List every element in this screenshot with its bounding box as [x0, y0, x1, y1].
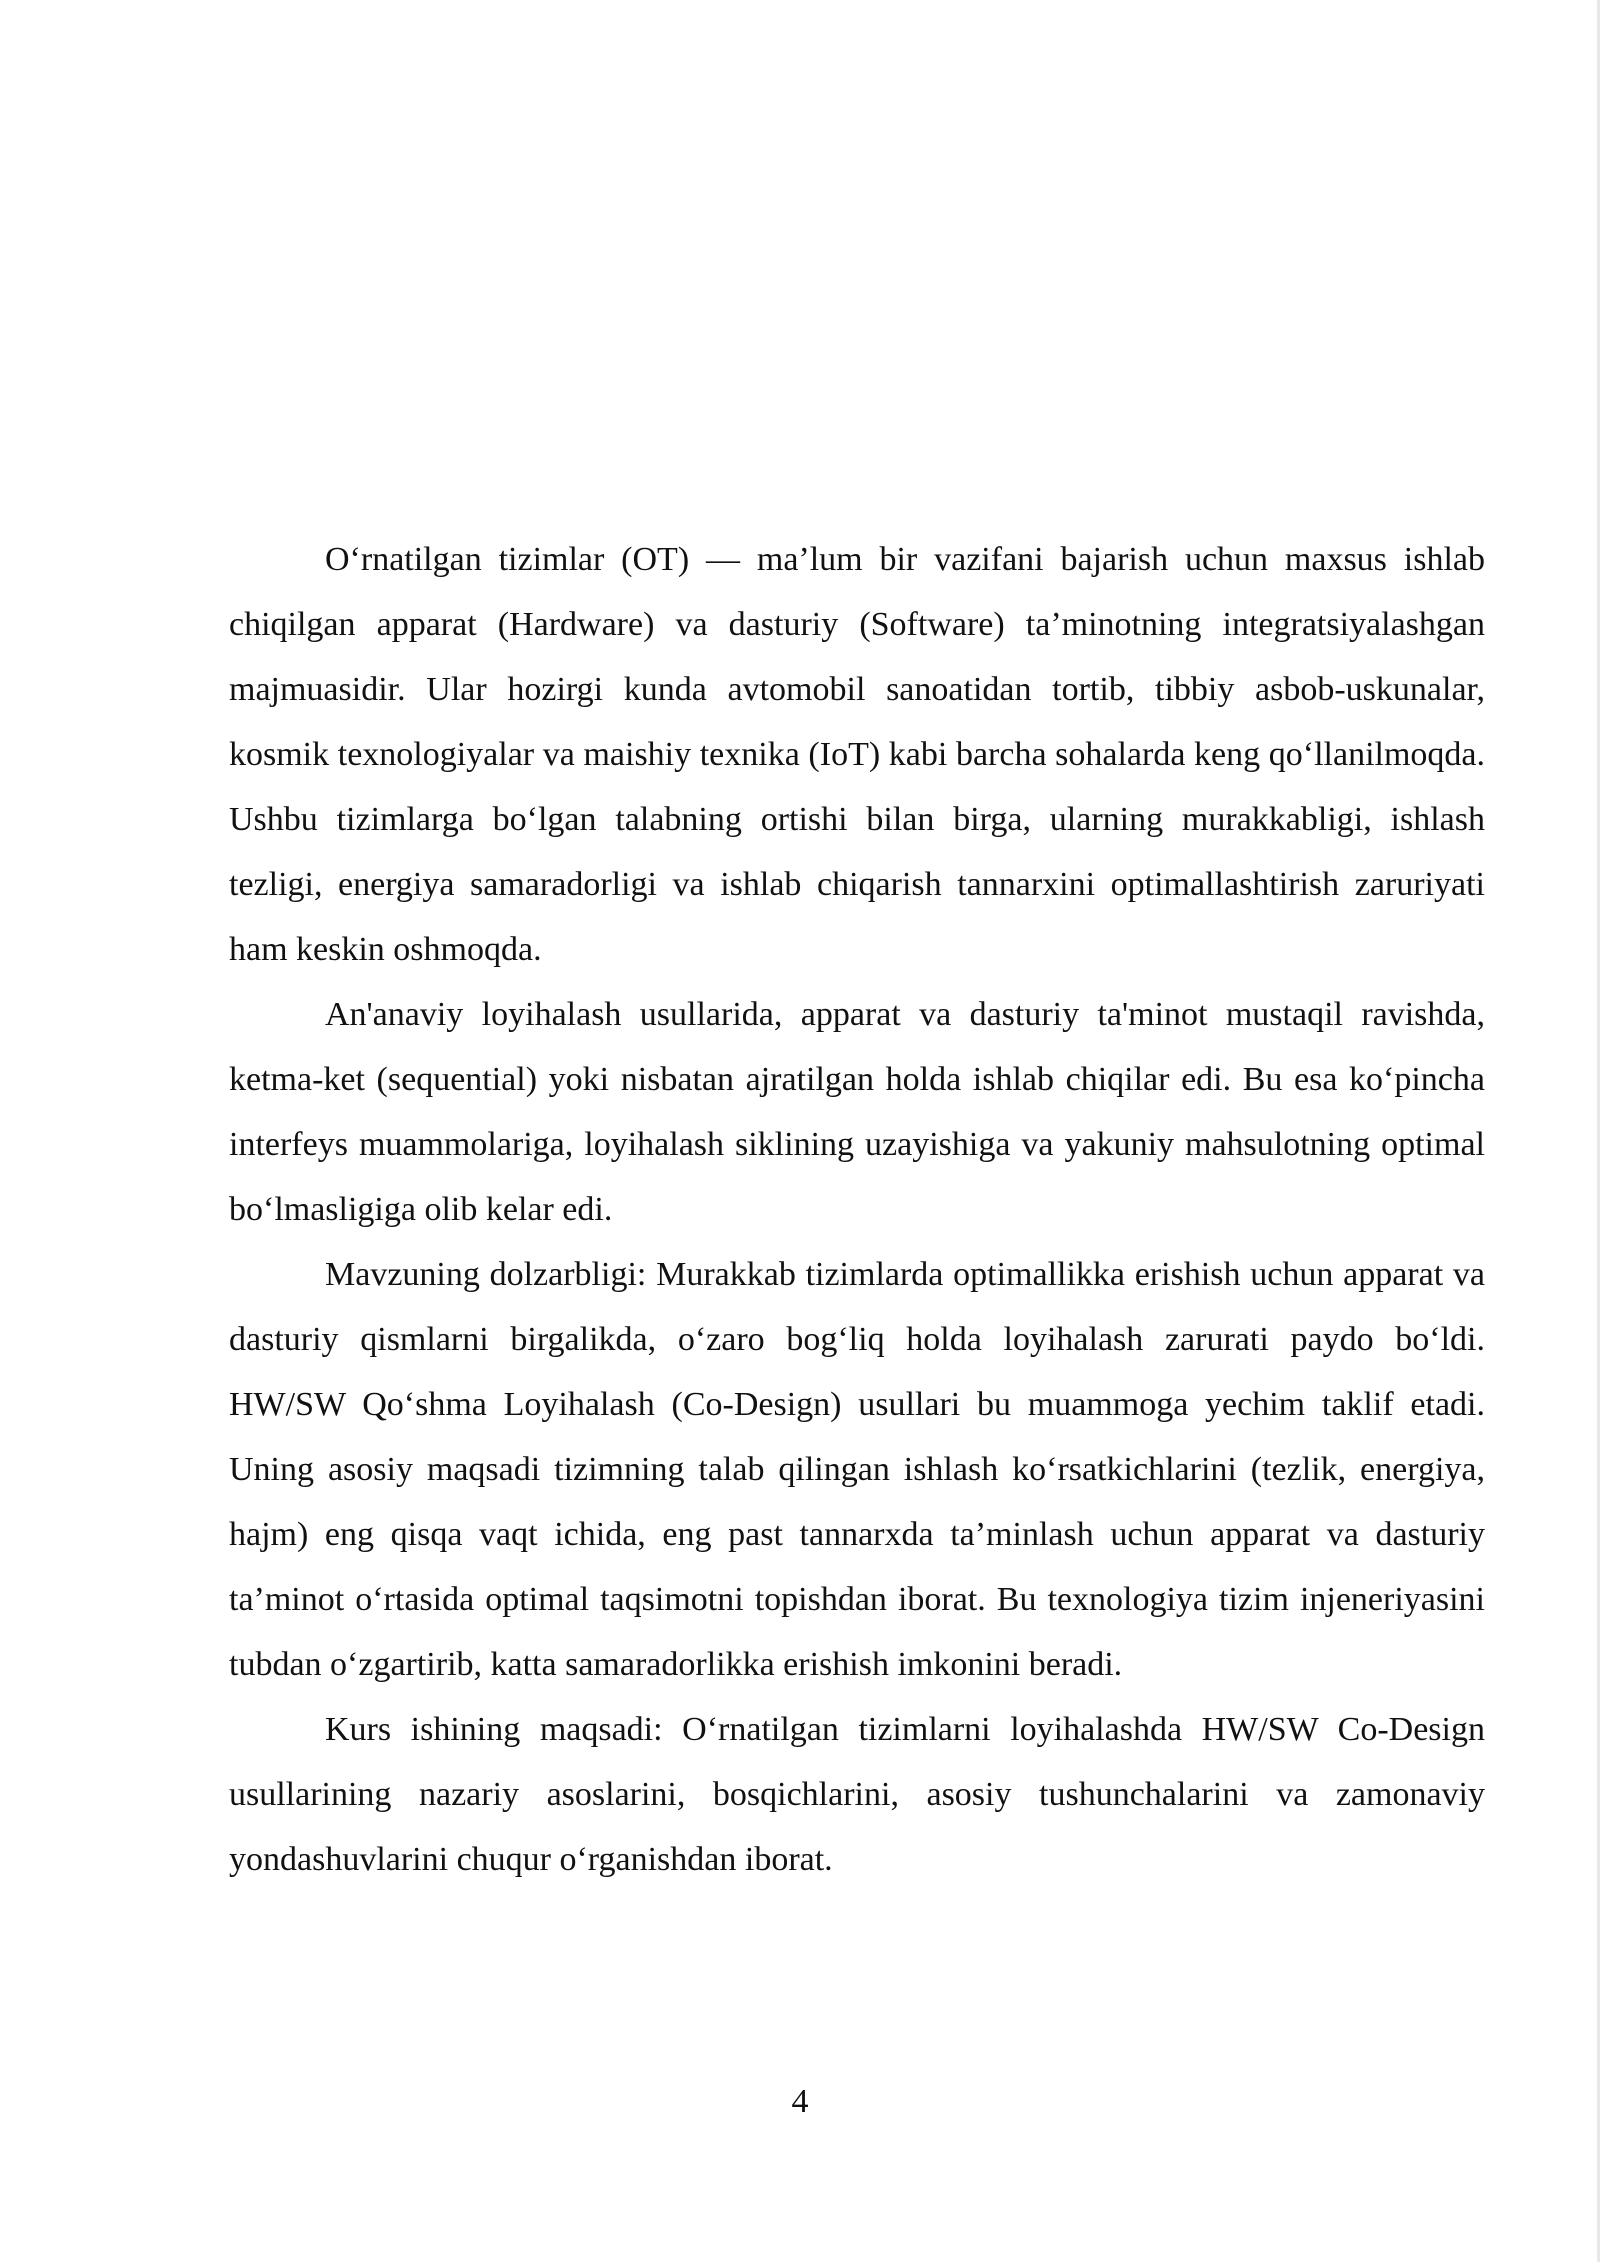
paragraph-traditional-design: An'anaviy loyihalash usullarida, apparat va dasturiy ta'minot mustaqil ravishda, ketma-ket (sequential) yoki nisbatan ajratilgan holda ishlab chiqilar edi. Bu esa ko‘pincha interfeys muammolariga, loyihalash siklining uzayishiga va yakuniy mahsulotning optimal bo‘lmasligiga olib kelar edi. — [229, 996, 1485, 1228]
body-text — [229, 527, 1485, 1892]
paragraph-topic-relevance: Mavzuning dolzarbligi: Murakkab tizimlarda optimallikka erishish uchun apparat va dasturiy qismlarni birgalikda, o‘zaro bog‘liq holda loyihalash zarurati paydo bo‘ldi. HW/SW Qo‘shma Loyihalash (Co-Design) usullari bu muammoga yechim taklif etadi. Uning asosiy maqsadi tizimning talab qilingan ishlash ko‘rsatkichlarini (tezlik, energiya, hajm) eng qisqa vaqt ichida, eng past tannarxda ta’minlash uchun apparat va dasturiy ta’minot o‘rtasida optimal taqsimotni topishdan iborat. Bu texnologiya tizim injeneriyasini tubdan o‘zgartirib, katta samaradorlikka erishish imkonini beradi. — [229, 1256, 1485, 1683]
paragraph-introduction: O‘rnatilgan tizimlar (OT) — ma’lum bir vazifani bajarish uchun maxsus ishlab chiqilgan apparat (Hardware) va dasturiy (Software) ta’minotning integratsiyalashgan majmuasidir. Ular hozirgi kunda avtomobil sanoatidan tortib, tibbiy asbob-uskunalar, kosmik texnologiyalar va maishiy texnika (IoT) kabi barcha sohalarda keng qo‘llanilmoqda. Ushbu tizimlarga bo‘lgan talabning ortishi bilan birga, ularning murakkabligi, ishlash tezligi, energiya samaradorligi va ishlab chiqarish tannarxini optimallashtirish zaruriyati ham keskin oshmoqda. — [229, 541, 1485, 968]
page-number: 4 — [791, 2083, 809, 2120]
paragraph-course-goal: Kurs ishining maqsadi: O‘rnatilgan tizimlarni loyihalashda HW/SW Co-Design usullarining nazariy asoslarini, bosqichlarini, asosiy tushunchalarini va zamonaviy yondashuvlarini chuqur o‘rganishdan iborat. — [229, 1711, 1485, 1878]
